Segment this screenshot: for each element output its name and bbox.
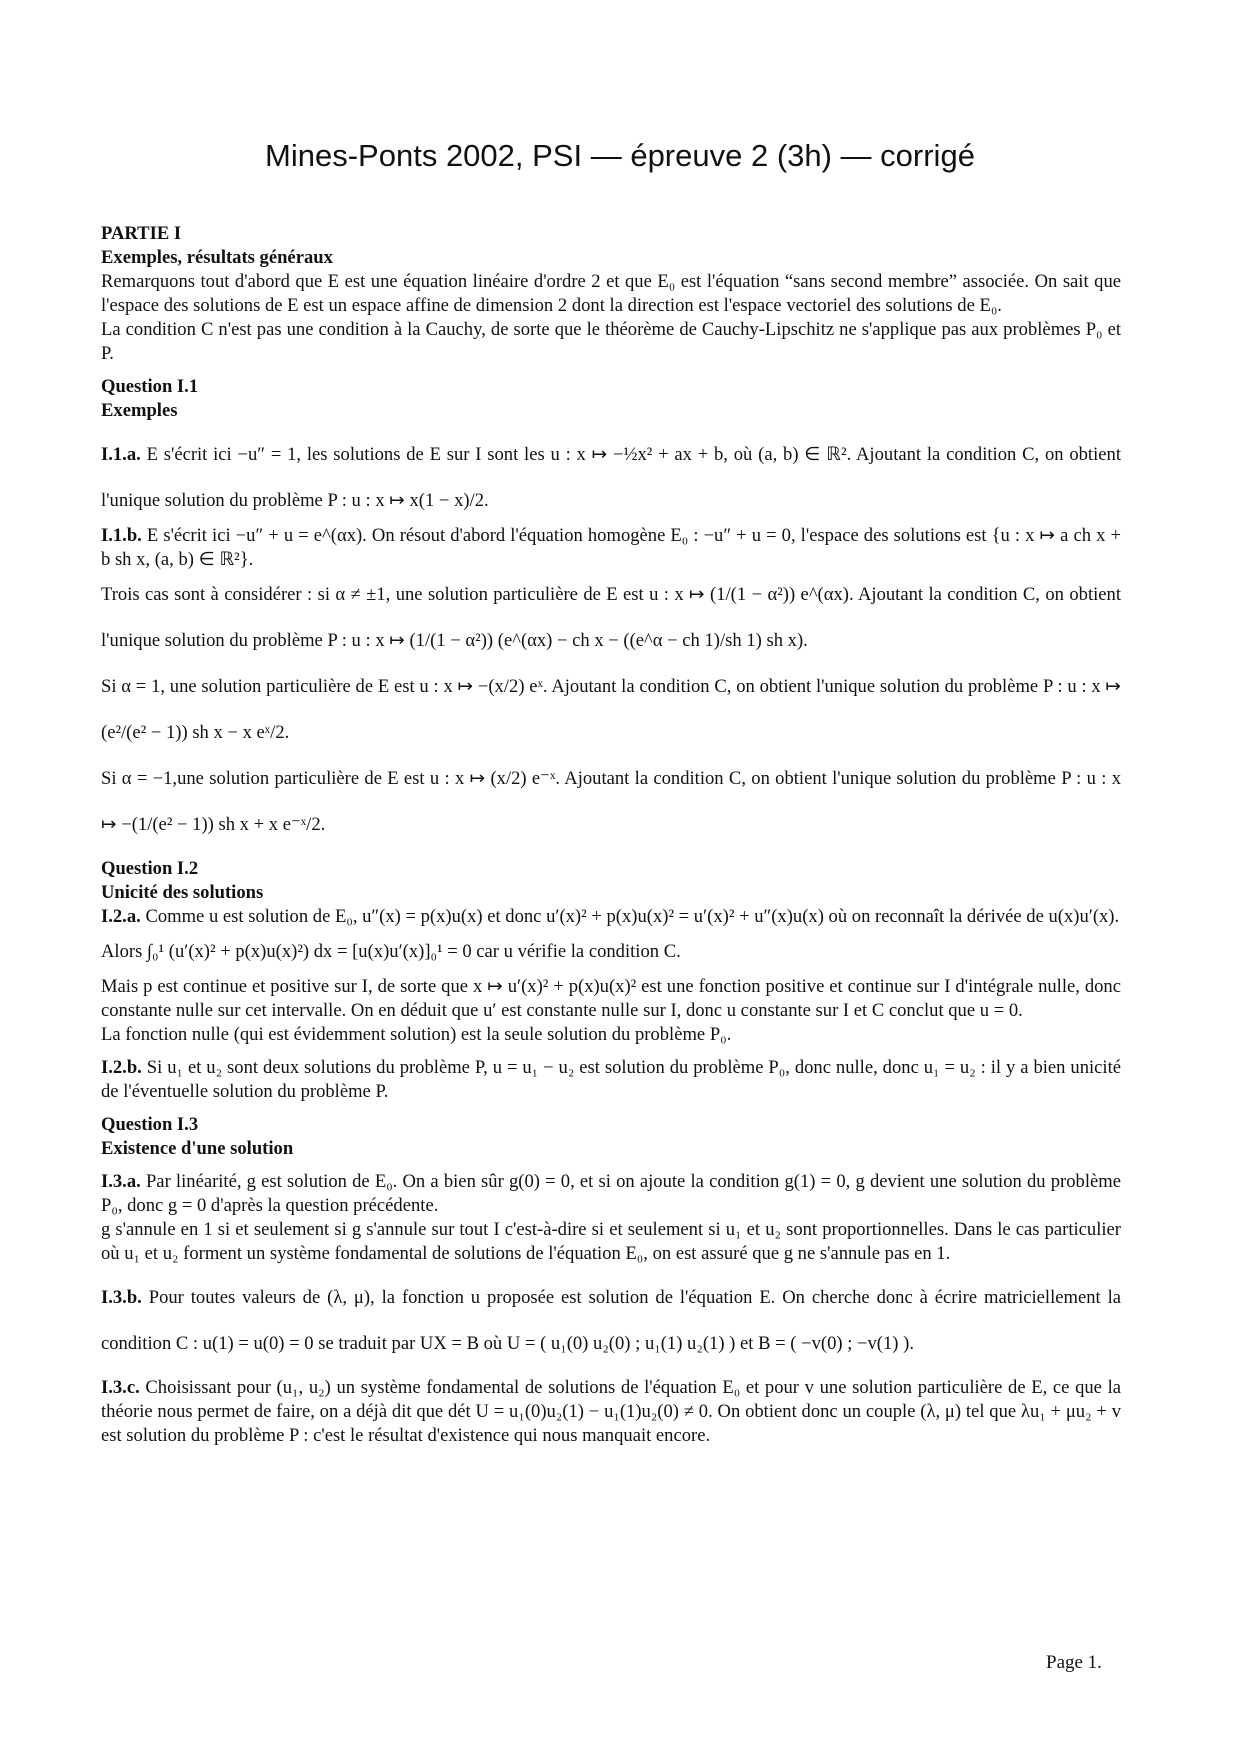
answer-label: I.1.a.: [101, 444, 141, 465]
answer-label: I.3.a.: [101, 1171, 141, 1192]
paragraph: Trois cas sont à considérer : si α ≠ ±1, une solution particulière de E est u : x ↦ (1/(1 − α²)) e^(αx). Ajoutant la condition C, on obtient l'unique solution du problème P : u : x ↦ (1/(1 − α²)) (e^(αx) − ch x − ((e^α − ch 1)/sh 1) sh x).: [101, 584, 1121, 651]
answer-paragraph: [101, 432, 1121, 524]
paragraph: Mais p est continue et positive sur I, de sorte que x ↦ u′(x)² + p(x)u(x)² est une fonction positive et continue sur I d'intégrale nulle, donc constante nulle sur cet intervalle. On en déduit que u′ est constante nulle sur I, donc u constante sur I et C conclut que u = 0.: [101, 976, 1121, 1021]
question-heading: Question I.1: [101, 376, 199, 397]
paragraph: Si α = 1, une solution particulière de E est u : x ↦ −(x/2) eˣ. Ajoutant la condition C, on obtient l'unique solution du problème P : u : x ↦ (e²/(e² − 1)) sh x − x eˣ/2.: [101, 676, 1121, 743]
answer-label: I.2.b.: [101, 1057, 142, 1078]
document-body: [101, 222, 1121, 1448]
answer-paragraph: [101, 1275, 1121, 1367]
answer-paragraph: [101, 1056, 1121, 1104]
answer-paragraph: [101, 905, 1121, 929]
paragraph: Alors ∫₀¹ (u′(x)² + p(x)u(x)²) dx = [u(x)u′(x)]₀¹ = 0 car u vérifie la condition C.: [101, 941, 681, 962]
document-title: Mines-Ponts 2002, PSI — épreuve 2 (3h) — corrigé: [265, 138, 975, 173]
answer-label: I.3.b.: [101, 1287, 142, 1308]
answer-text: Comme u est solution de E₀, u″(x) = p(x)u(x) et donc u′(x)² + p(x)u(x)² = u′(x)² + u″(x)u(x) où on reconnaît la dérivée de u(x)u′(x).: [145, 906, 1120, 927]
answer-label: I.1.b.: [101, 525, 142, 546]
question-subheading: Unicité des solutions: [101, 882, 264, 903]
paragraph: Remarquons tout d'abord que E est une équation linéaire d'ordre 2 et que E₀ est l'équation “sans second membre” associée. On sait que l'espace des solutions de E est un espace affine de dimension 2 dont la direction est l'espace vectoriel des solutions de E₀.: [101, 271, 1121, 316]
question-subheading: Existence d'une solution: [101, 1138, 294, 1159]
answer-text: Par linéarité, g est solution de E₀. On a bien sûr g(0) = 0, et si on ajoute la condition g(1) = 0, g devient une solution du problème P₀, donc g = 0 d'après la question précédente.: [101, 1171, 1121, 1216]
page-number: Page 1.: [1046, 1652, 1102, 1673]
answer-text: Pour toutes valeurs de (λ, μ), la fonction u proposée est solution de l'équation E. On cherche donc à écrire matriciellement la condition C : u(1) = u(0) = 0 se traduit par UX = B où U = ( u₁(0) u₂(0) ; u₁(1) u₂(1) ) et B = ( −v(0) ; −v(1) ).: [101, 1287, 1121, 1354]
paragraph: Si α = −1,une solution particulière de E est u : x ↦ (x/2) e⁻ˣ. Ajoutant la condition C, on obtient l'unique solution du problème P : u : x ↦ −(1/(e² − 1)) sh x + x e⁻ˣ/2.: [101, 768, 1121, 835]
answer-paragraph: [101, 1376, 1121, 1448]
paragraph: La condition C n'est pas une condition à la Cauchy, de sorte que le théorème de Cauchy-Lipschitz ne s'applique pas aux problèmes P₀ et P.: [101, 319, 1121, 364]
answer-paragraph: [101, 524, 1121, 572]
paragraph: La fonction nulle (qui est évidemment solution) est la seule solution du problème P₀.: [101, 1024, 732, 1045]
part-heading: PARTIE I: [101, 223, 182, 244]
question-heading: Question I.3: [101, 1114, 199, 1135]
answer-text: E s'écrit ici −u″ + u = e^(αx). On résout d'abord l'équation homogène E₀ : −u″ + u = 0, l'espace des solutions est {u : x ↦ a ch x + b sh x, (a, b) ∈ ℝ²}.: [101, 525, 1121, 570]
answer-paragraph: [101, 1170, 1121, 1218]
answer-text: Si u₁ et u₂ sont deux solutions du problème P, u = u₁ − u₂ est solution du problème P₀, donc nulle, donc u₁ = u₂ : il y a bien unicité de l'éventuelle solution du problème P.: [101, 1057, 1122, 1102]
answer-text: Choisissant pour (u₁, u₂) un système fondamental de solutions de l'équation E₀ et pour v une solution particulière de E, ce que la théorie nous permet de faire, on a déjà dit que dét U = u₁(0)u₂(1) − u₁(1)u₂(0) ≠ 0. On obtient donc un couple (λ, μ) tel que λu₁ + μu₂ + v est solution du problème P : c'est le résultat d'existence qui nous manquait encore.: [101, 1377, 1121, 1446]
question-heading: Question I.2: [101, 858, 199, 879]
answer-text: E s'écrit ici −u″ = 1, les solutions de E sur I sont les u : x ↦ −½x² + ax + b, où (a, b) ∈ ℝ². Ajoutant la condition C, on obtient l'unique solution du problème P : u : x ↦ x(1 − x)/2.: [101, 444, 1121, 511]
question-subheading: Exemples: [101, 400, 178, 421]
paragraph: g s'annule en 1 si et seulement si g s'annule sur tout I c'est-à-dire si et seulement si u₁ et u₂ sont proportionnelles. Dans le cas particulier où u₁ et u₂ forment un système fondamental de solutions de l'équation E₀, on est assuré que g ne s'annule pas en 1.: [101, 1219, 1121, 1264]
answer-label: I.3.c.: [101, 1377, 140, 1398]
part-subheading: Exemples, résultats généraux: [101, 247, 333, 268]
answer-label: I.2.a.: [101, 906, 141, 927]
